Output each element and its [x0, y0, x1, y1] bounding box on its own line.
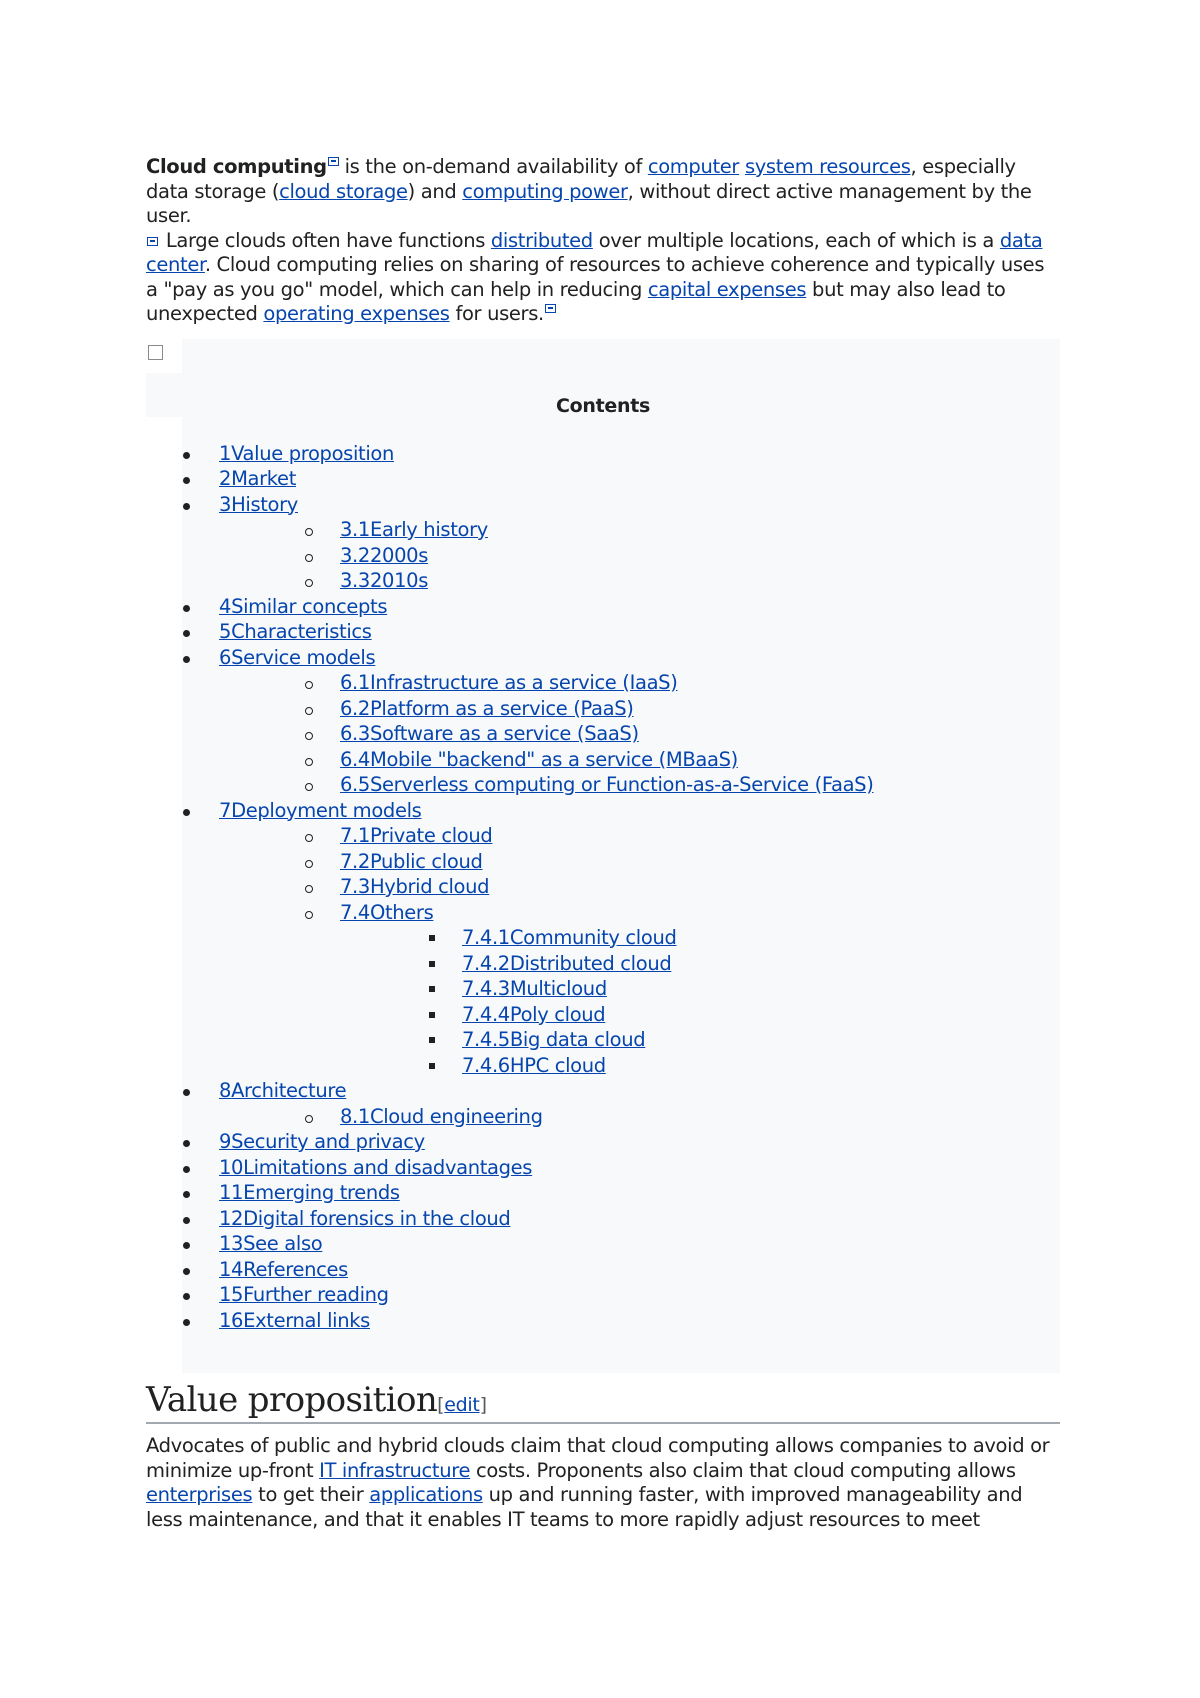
article-body — [146, 155, 1060, 1531]
article-title-bold: Cloud computing — [146, 155, 327, 178]
table-of-contents — [146, 339, 1060, 1373]
toc-item: 12Digital forensics in the cloud — [146, 1206, 1060, 1232]
toc-item: 14References — [146, 1257, 1060, 1283]
toc-item: 15Further reading — [146, 1282, 1060, 1308]
toc-item: 16External links — [146, 1308, 1060, 1334]
link-operating-expenses[interactable]: operating expenses — [263, 302, 450, 325]
toc-item: 8Architecture — [146, 1078, 1060, 1104]
link-data-center[interactable]: data center — [146, 228, 1043, 276]
link-distributed[interactable]: distributed — [490, 228, 593, 252]
link-cloud-storage[interactable]: cloud storage — [279, 179, 408, 203]
value-proposition-paragraph: Advocates of public and hybrid clouds claim that cloud computing allows companies to avoid or minimize up-front IT infrastructure costs. Proponents also claim that cloud computing allows enterprises to get their applications up and running faster, with improved manageability and less maintenance, and that it enables IT teams to more rapidly adjust resources to meet — [146, 1434, 1050, 1531]
edit-link[interactable]: edit — [444, 1394, 480, 1416]
toc-item: 7Deployment models — [146, 798, 1060, 824]
toc-item: 13See also — [146, 1231, 1060, 1257]
toc-subitem: 6.5Serverless computing or Function-as-a-Service (FaaS) — [146, 772, 1060, 798]
toc-subitem: 6.3Software as a service (SaaS) — [146, 721, 1060, 747]
toc-item: 4Similar concepts — [146, 594, 1060, 620]
toc-subitem: 3.32010s — [146, 568, 1060, 594]
toc-subitem: 7.4Others — [146, 900, 1060, 926]
toc-toggle-checkbox[interactable] — [148, 345, 163, 360]
toc-subsubitem: 7.4.4Poly cloud — [146, 1002, 1060, 1028]
toc-item: 1Value proposition — [146, 441, 1060, 467]
toc-title: Contents — [555, 394, 650, 417]
toc-subitem: 7.2Public cloud — [146, 849, 1060, 875]
toc-item: 2Market — [146, 466, 1060, 492]
link-applications[interactable]: applications — [369, 1483, 483, 1506]
reference-icon[interactable] — [328, 157, 339, 166]
toc-subitem: 7.3Hybrid cloud — [146, 874, 1060, 900]
toc-subitem: 6.1Infrastructure as a service (IaaS) — [146, 670, 1060, 696]
link-it-infrastructure[interactable]: IT infrastructure — [319, 1458, 471, 1482]
toc-item: 9Security and privacy — [146, 1129, 1060, 1155]
toc-toggle[interactable] — [146, 339, 182, 373]
toc-subitem: 7.1Private cloud — [146, 823, 1060, 849]
link-computer[interactable]: computer — [647, 155, 740, 178]
toc-subitem: 3.22000s — [146, 543, 1060, 569]
edit-section: [edit] — [437, 1394, 487, 1416]
toc-list — [146, 441, 1060, 1334]
link-system-resources[interactable]: system resources — [744, 155, 911, 178]
intro-paragraph: Cloud computing is the on-demand availability of computer system resources, especially data storage (cloud storage) and computing power, without direct active management by the user. Large clouds often have functions distributed over multiple locations, each of which is a data center. Cloud computing relies on sharing of resources to achieve coherence and typically uses a "pay as you go" model, which can help in reducing capital expenses but may also lead to unexpected operating expenses for users. — [146, 155, 1045, 325]
toc-item: 11Emerging trends — [146, 1180, 1060, 1206]
link-computing-power[interactable]: computing power — [462, 179, 628, 203]
toc-subitem: 3.1Early history — [146, 517, 1060, 543]
toc-item: 6Service models — [146, 645, 1060, 671]
toc-subitem: 8.1Cloud engineering — [146, 1104, 1060, 1130]
toc-item: 5Characteristics — [146, 619, 1060, 645]
section-heading-value-proposition — [146, 1380, 1060, 1424]
toc-subsubitem: 7.4.2Distributed cloud — [146, 951, 1060, 977]
toc-subsubitem: 7.4.6HPC cloud — [146, 1053, 1060, 1079]
toc-subitem: 6.2Platform as a service (PaaS) — [146, 696, 1060, 722]
reference-icon[interactable] — [147, 237, 158, 246]
toc-item: 10Limitations and disadvantages — [146, 1155, 1060, 1181]
toc-subsubitem: 7.4.5Big data cloud — [146, 1027, 1060, 1053]
toc-subsubitem: 7.4.1Community cloud — [146, 925, 1060, 951]
reference-icon[interactable] — [545, 304, 556, 313]
link-capital-expenses[interactable]: capital expenses — [647, 277, 807, 301]
toc-subitem: 6.4Mobile "backend" as a service (MBaaS) — [146, 747, 1060, 773]
toc-item: 3History — [146, 492, 1060, 518]
toc-subsubitem: 7.4.3Multicloud — [146, 976, 1060, 1002]
link-enterprises[interactable]: enterprises — [146, 1483, 253, 1506]
section-title: Value proposition — [146, 1380, 438, 1420]
